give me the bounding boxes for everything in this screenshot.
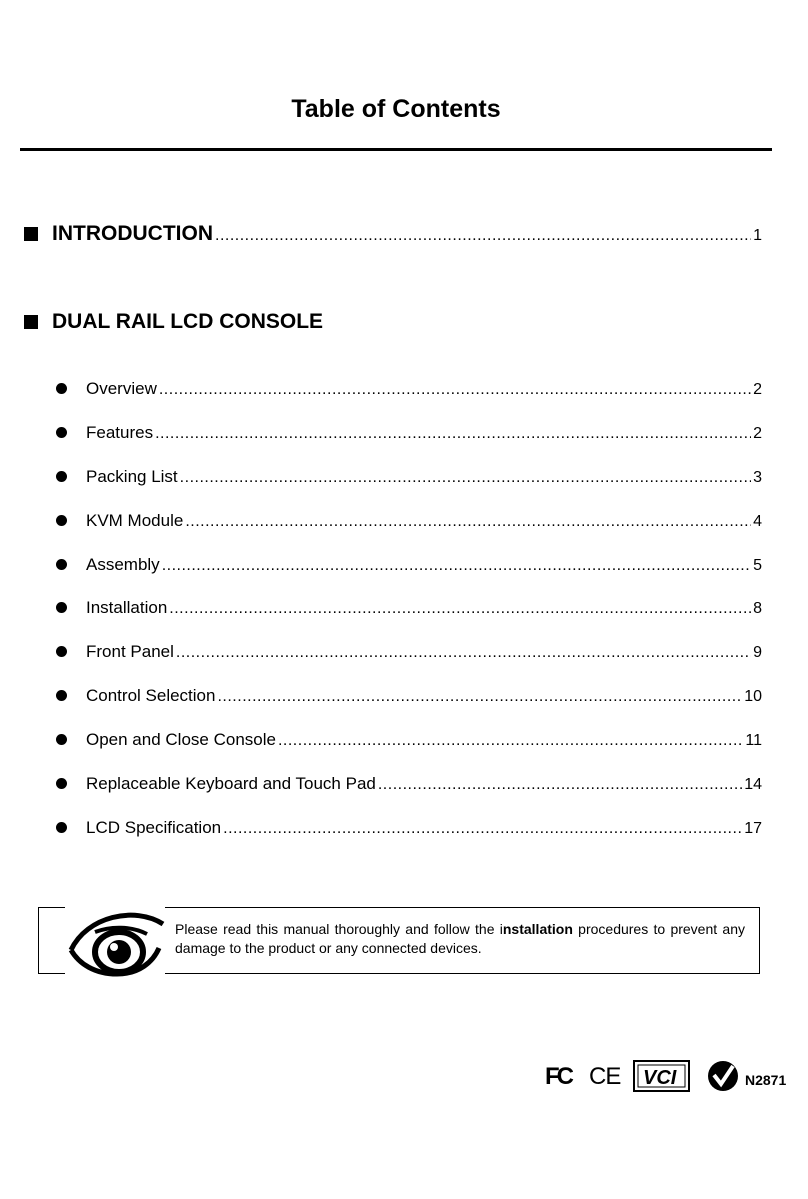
square-bullet-icon [24, 227, 38, 241]
certification-marks [545, 1058, 745, 1094]
toc-item-page: 5 [753, 557, 762, 574]
dot-leader [215, 227, 751, 245]
dot-leader [155, 425, 751, 443]
toc-item-label: Overview [86, 379, 157, 398]
notice-text [175, 920, 745, 958]
round-bullet-icon [56, 646, 67, 657]
toc-item-page: 14 [744, 776, 762, 793]
toc-item-label: Replaceable Keyboard and Touch Pad [86, 774, 376, 793]
toc-item-label: Features [86, 423, 154, 442]
toc-section-dual-rail [24, 310, 762, 338]
toc-item[interactable] [56, 730, 762, 754]
toc-item-page: 2 [753, 425, 762, 442]
toc-item[interactable] [56, 511, 762, 535]
section-page-number: 1 [753, 227, 762, 244]
ce-mark: CE [589, 1063, 621, 1090]
dot-leader [217, 688, 742, 706]
round-bullet-icon [56, 471, 67, 482]
dot-leader [169, 600, 751, 618]
round-bullet-icon [56, 602, 67, 613]
fc-mark: FC [545, 1063, 571, 1090]
toc-item[interactable] [56, 379, 762, 403]
toc-section-introduction[interactable] [24, 222, 762, 250]
round-bullet-icon [56, 690, 67, 701]
c-tick-code: N2871 [745, 1072, 787, 1088]
toc-item[interactable] [56, 818, 762, 842]
toc-item-page: 4 [753, 513, 762, 530]
toc-item-label: Front Panel [86, 642, 174, 661]
dot-leader [176, 644, 751, 662]
vci-mark: VCI [643, 1067, 677, 1089]
toc-item-label: Assembly [86, 555, 160, 574]
round-bullet-icon [56, 515, 67, 526]
toc-item-page: 11 [745, 732, 762, 749]
toc-item[interactable] [56, 555, 762, 579]
dot-leader [159, 381, 751, 399]
notice-bold: nstallation [502, 921, 573, 937]
title-rule [20, 148, 772, 151]
dot-leader [278, 732, 743, 750]
toc-item-label: KVM Module [86, 511, 184, 530]
toc-item-page: 17 [744, 820, 762, 837]
toc-item[interactable] [56, 423, 762, 447]
toc-item-page: 8 [753, 600, 762, 617]
toc-item-label: Packing List [86, 467, 178, 486]
page-title: Table of Contents [291, 95, 501, 123]
toc-item-page: 2 [753, 381, 762, 398]
toc-item[interactable] [56, 467, 762, 491]
dot-leader [223, 820, 742, 838]
toc-item[interactable] [56, 686, 762, 710]
toc-item-label: Control Selection [86, 686, 216, 705]
round-bullet-icon [56, 383, 67, 394]
toc-item-label: Installation [86, 598, 168, 617]
toc-item-page: 9 [753, 644, 762, 661]
notice-box [38, 907, 760, 974]
toc-item[interactable] [56, 598, 762, 622]
toc-item-page: 3 [753, 469, 762, 486]
notice-text-part: Please read this manual thoroughly and follow the i [175, 921, 503, 937]
c-tick-icon [708, 1061, 738, 1091]
round-bullet-icon [56, 734, 67, 745]
toc-item[interactable] [56, 642, 762, 666]
toc-item[interactable] [56, 774, 762, 798]
toc-item-label: LCD Specification [86, 818, 222, 837]
square-bullet-icon [24, 315, 38, 329]
dot-leader [378, 776, 742, 794]
notice-text-part: procedures to prevent any damage to the product or any connected devices. [175, 921, 745, 956]
toc-item-page: 10 [744, 688, 762, 705]
dot-leader [185, 513, 751, 531]
round-bullet-icon [56, 778, 67, 789]
round-bullet-icon [56, 427, 67, 438]
dot-leader [162, 557, 751, 575]
toc-item-label: Open and Close Console [86, 730, 276, 749]
dot-leader [180, 469, 751, 487]
round-bullet-icon [56, 822, 67, 833]
round-bullet-icon [56, 559, 67, 570]
section-label: DUAL RAIL LCD CONSOLE [52, 310, 324, 333]
eye-icon [65, 902, 165, 984]
section-label: INTRODUCTION [52, 222, 213, 245]
